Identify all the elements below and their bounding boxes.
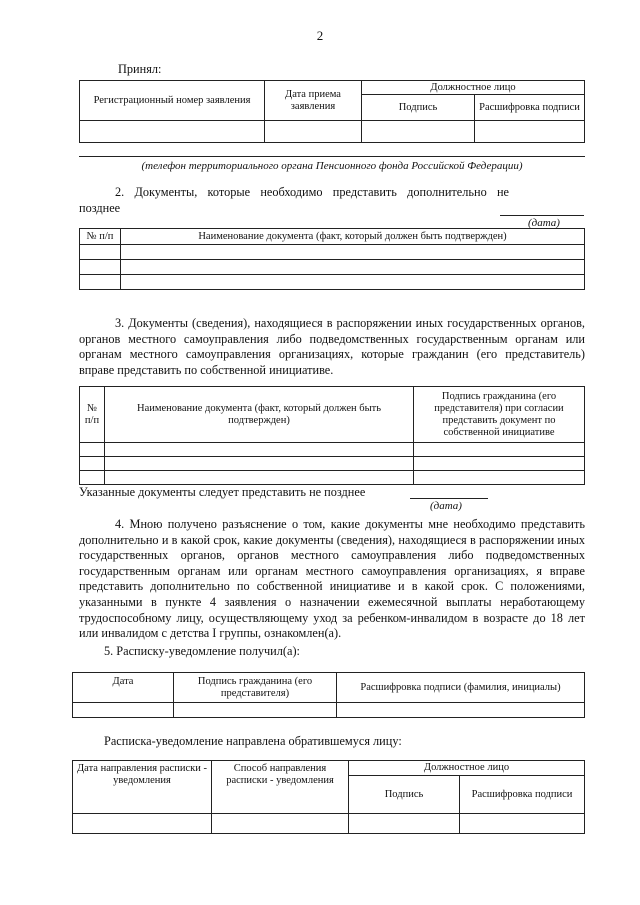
sent-table (72, 760, 585, 834)
section4-text: 4. Мною получено разъяснение о том, какие документы мне необходимо представить дополнительно и в какой срок, какие документы (сведения), находящиеся в распоряжении иных государственных органов, органов местного самоуправления либо подведомственных государственным органам или органам местного самоуправления организациях, я вправе представить дополнительно по собственной инициативе и в какой срок. С положениями, указанными в пункте 4 заявления о назначении ежемесячной выплаты неработающему трудоспособному лицу, осуществляющему уход за ребенком-инвалидом в возрасте до 18 лет или инвалидом с детства I группы, ознакомлен(а). (79, 517, 585, 641)
cell (265, 121, 362, 143)
accepted-table (79, 80, 585, 143)
header-num: № п/п (80, 387, 105, 443)
section2-table (79, 228, 585, 290)
section3-deadline-text: Указанные документы следует представить не позднее (79, 485, 366, 499)
accepted-label: Принял: (118, 62, 162, 76)
section3-text: 3. Документы (сведения), находящиеся в распоряжении иных государственных органов, органов местного самоуправления либо подведомственных государственным органам или органам местного самоуправления организациях, которые гражданин (его представитель) вправе представить по собственной инициативе. (79, 316, 585, 377)
cell (121, 245, 585, 260)
header-signature: Подпись гражданина (его представителя) (174, 673, 337, 703)
phone-caption: (телефон территориального органа Пенсионного фонда Российской Федерации) (141, 160, 523, 172)
cell (105, 457, 414, 471)
header-official: Должностное лицо (362, 81, 585, 95)
section2-date-caption: (дата) (528, 217, 560, 229)
header-signature: Подпись гражданина (его представителя) при согласии представить документ по собственной инициативе (414, 387, 585, 443)
cell (349, 814, 460, 834)
cell (414, 457, 585, 471)
cell (414, 471, 585, 485)
cell (105, 443, 414, 457)
section2-date-line (500, 215, 584, 216)
cell (80, 245, 121, 260)
header-decoding: Расшифровка подписи (460, 776, 585, 814)
header-signature: Подпись (362, 95, 475, 121)
phone-line (79, 156, 585, 157)
page-number: 2 (316, 28, 324, 43)
cell (121, 275, 585, 290)
cell (174, 703, 337, 718)
cell (475, 121, 585, 143)
header-signature: Подпись (349, 776, 460, 814)
cell (460, 814, 585, 834)
header-date: Дата приема заявления (265, 81, 362, 121)
cell (337, 703, 585, 718)
header-decoding: Расшифровка подписи (475, 95, 585, 121)
cell (80, 121, 265, 143)
header-send-date: Дата направления расписки - уведомления (73, 761, 212, 814)
section2-text: 2. Документы, которые необходимо представить дополнительно не позднее (79, 185, 509, 215)
cell (80, 471, 105, 485)
header-decoding: Расшифровка подписи (фамилия, инициалы) (337, 673, 585, 703)
header-official: Должностное лицо (349, 761, 585, 776)
section3-date-caption: (дата) (430, 500, 462, 512)
cell (362, 121, 475, 143)
header-date: Дата (73, 673, 174, 703)
cell (73, 703, 174, 718)
cell (414, 443, 585, 457)
cell (80, 443, 105, 457)
section5-table (72, 672, 585, 718)
cell (212, 814, 349, 834)
cell (80, 275, 121, 290)
header-name: Наименование документа (факт, который должен быть подтвержден) (105, 387, 414, 443)
cell (73, 814, 212, 834)
section3-date-line (410, 498, 488, 499)
header-reg-number: Регистрационный номер заявления (80, 81, 265, 121)
header-name: Наименование документа (факт, который должен быть подтвержден) (121, 229, 585, 245)
header-method: Способ направления расписки - уведомления (212, 761, 349, 814)
section5-text: 5. Расписку-уведомление получил(а): (104, 644, 300, 658)
cell (80, 260, 121, 275)
cell (80, 457, 105, 471)
cell (121, 260, 585, 275)
cell (105, 471, 414, 485)
sent-text: Расписка-уведомление направлена обратившемуся лицу: (104, 734, 402, 748)
section3-table (79, 386, 585, 485)
header-num: № п/п (80, 229, 121, 245)
